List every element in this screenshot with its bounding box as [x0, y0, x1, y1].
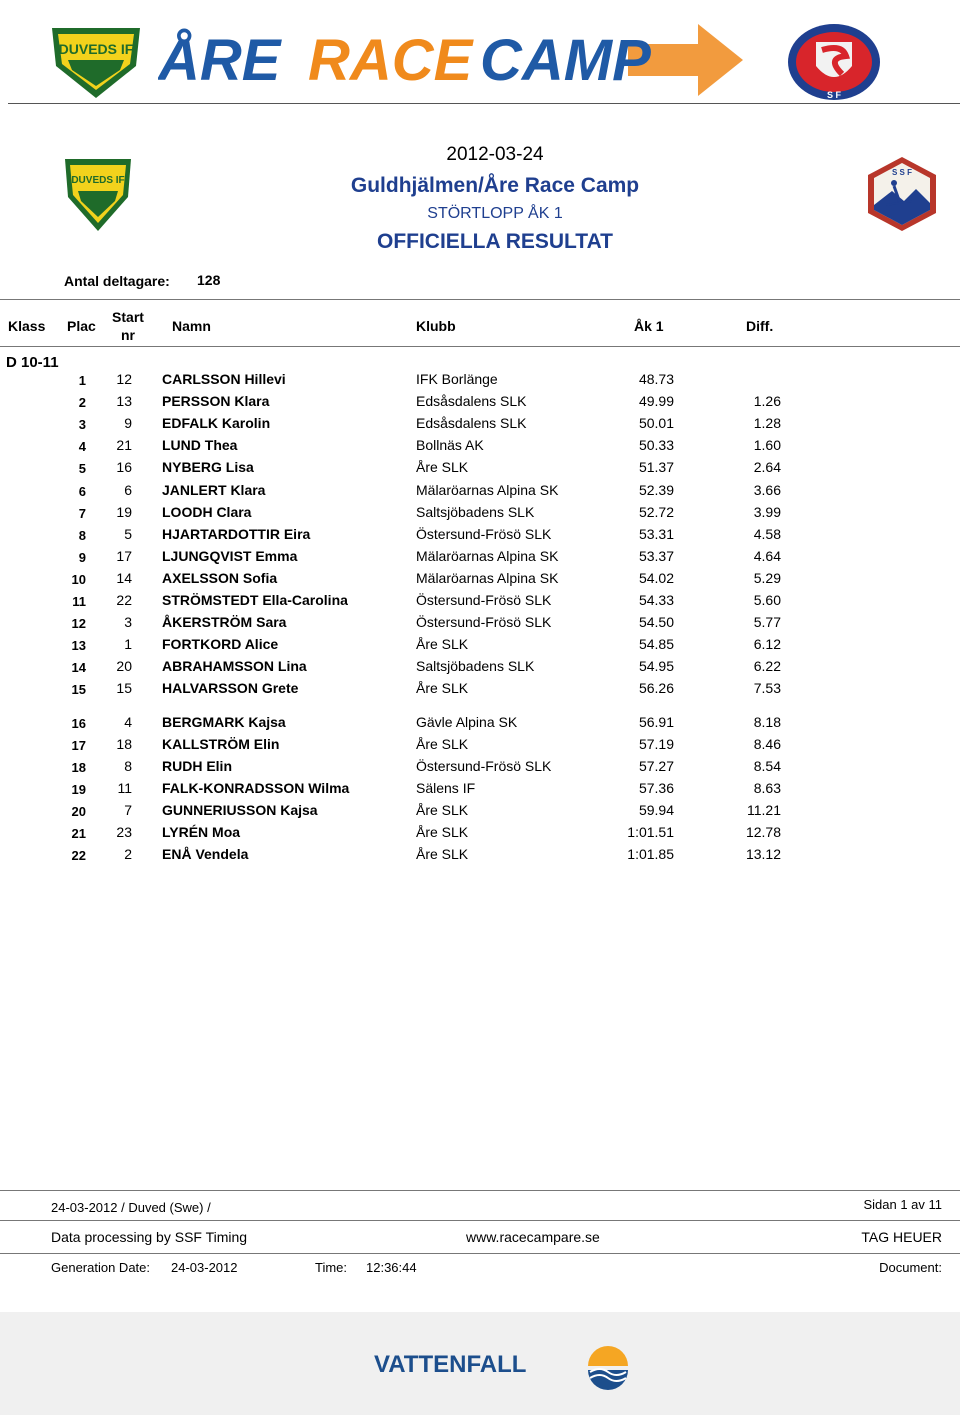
- table-row: [0, 482, 960, 504]
- ssf-logo: [864, 155, 940, 233]
- footer-website[interactable]: www.racecampare.se: [466, 1229, 600, 1245]
- run-time: 52.39: [638, 481, 674, 498]
- generation-date-label: Generation Date:: [51, 1260, 151, 1275]
- run-time: 50.01: [638, 415, 674, 432]
- time-diff: 3.99: [753, 503, 781, 520]
- footer-page: Sidan 1 av 11: [863, 1197, 942, 1212]
- table-row: [0, 714, 960, 736]
- run-time: 54.95: [638, 658, 674, 675]
- athlete-name: PERSSON Klara: [162, 393, 270, 410]
- start-number: 2: [124, 846, 132, 863]
- placement: 5: [78, 461, 86, 477]
- club-name: Åre SLK: [416, 735, 469, 752]
- athlete-name: LUND Thea: [162, 437, 238, 454]
- run-time: 1:01.51: [627, 824, 674, 840]
- club-name: Gävle Alpina SK: [416, 713, 518, 730]
- athlete-name: ABRAHAMSSON Lina: [162, 658, 307, 675]
- placement: 16: [71, 715, 86, 731]
- table-row: [0, 415, 960, 437]
- col-ak1: Åk 1: [634, 318, 664, 334]
- placement: 14: [71, 660, 86, 676]
- start-number: 5: [124, 525, 132, 542]
- club-name: Åre SLK: [416, 636, 469, 653]
- start-number: 1: [124, 636, 132, 653]
- svg-text:RACE: RACE: [308, 28, 473, 93]
- placement: 13: [71, 638, 86, 654]
- club-name: Åre SLK: [416, 680, 469, 697]
- col-start-line2: nr: [121, 327, 135, 343]
- svg-text:S S F: S S F: [891, 168, 913, 177]
- table-row: [0, 459, 960, 481]
- start-number: 12: [116, 371, 132, 387]
- placement: 6: [78, 483, 86, 499]
- placement: 17: [71, 737, 86, 753]
- start-number: 14: [116, 569, 132, 586]
- athlete-name: CARLSSON Hillevi: [162, 371, 286, 387]
- table-row: [0, 371, 960, 393]
- table-row: [0, 526, 960, 548]
- time-diff: 1.28: [753, 415, 781, 432]
- table-row: [0, 592, 960, 614]
- document-title: OFFICIELLA RESULTAT: [376, 230, 614, 253]
- athlete-name: JANLERT Klara: [162, 481, 266, 498]
- club-name: Edsåsdalens SLK: [416, 393, 527, 410]
- col-namn: Namn: [172, 318, 211, 334]
- svg-text:ÅRE: ÅRE: [158, 28, 281, 93]
- footer-location: 24-03-2012 / Duved (Swe) /: [51, 1200, 211, 1215]
- start-number: 4: [124, 713, 132, 730]
- placement: 8: [78, 527, 86, 543]
- athlete-name: LOODH Clara: [162, 503, 252, 520]
- start-number: 6: [124, 481, 132, 498]
- generation-time-label: Time:: [315, 1260, 348, 1275]
- time-diff: 2.64: [753, 459, 781, 476]
- time-diff: 8.54: [753, 757, 781, 774]
- time-diff: 5.77: [753, 614, 781, 631]
- club-name: Åre SLK: [416, 824, 469, 840]
- columns-divider: [0, 346, 960, 347]
- athlete-name: FORTKORD Alice: [162, 636, 279, 653]
- club-name: Åre SLK: [416, 459, 469, 476]
- start-number: 22: [116, 592, 132, 608]
- sponsor-banner: [0, 1312, 960, 1415]
- athlete-name: EDFALK Karolin: [162, 415, 271, 432]
- footer-divider-bottom: [0, 1253, 960, 1254]
- start-number: 17: [116, 547, 132, 564]
- run-time: 57.27: [638, 757, 674, 774]
- start-number: 16: [116, 459, 132, 476]
- start-number: 11: [117, 779, 132, 796]
- generation-time: 12:36:44: [366, 1260, 417, 1275]
- club-name: Saltsjöbadens SLK: [416, 658, 535, 675]
- start-number: 18: [116, 735, 132, 752]
- table-row: [0, 658, 960, 680]
- placement: 20: [71, 803, 86, 819]
- athlete-name: HALVARSSON Grete: [162, 680, 299, 697]
- club-name: IFK Borlänge: [416, 371, 498, 387]
- athlete-name: RUDH Elin: [162, 757, 232, 774]
- table-row: [0, 780, 960, 802]
- ski-federation-logo: [782, 22, 886, 102]
- participants-count: 128: [197, 272, 221, 288]
- run-time: 1:01.85: [627, 846, 674, 863]
- col-diff: Diff.: [746, 318, 774, 334]
- club-name: Mälaröarnas Alpina SK: [416, 547, 559, 564]
- club-name: Saltsjöbadens SLK: [416, 503, 535, 520]
- table-row: [0, 548, 960, 570]
- race-date: 2012-03-24: [446, 144, 544, 165]
- club-name: Östersund-Frösö SLK: [416, 525, 552, 542]
- table-row: [0, 802, 960, 824]
- banner-divider: [8, 103, 960, 104]
- col-klubb: Klubb: [416, 318, 456, 334]
- start-number: 8: [124, 757, 132, 774]
- club-name: Östersund-Frösö SLK: [416, 614, 552, 631]
- placement: 19: [71, 781, 86, 797]
- time-diff: 4.58: [753, 525, 781, 542]
- placement: 4: [78, 439, 86, 455]
- placement: 22: [71, 848, 86, 864]
- athlete-name: ENÅ Vendela: [162, 846, 249, 863]
- table-row: [0, 570, 960, 592]
- time-diff: 12.78: [745, 824, 781, 840]
- vattenfall-logo: [370, 1332, 640, 1396]
- athlete-name: HJARTARDOTTIR Eira: [162, 525, 311, 542]
- placement: 10: [71, 571, 86, 587]
- run-time: 50.33: [638, 437, 674, 454]
- svg-text:CAMP: CAMP: [480, 28, 651, 93]
- table-row: [0, 846, 960, 868]
- table-row: [0, 614, 960, 636]
- col-start-line1: Start: [112, 309, 144, 325]
- placement: 18: [71, 759, 86, 775]
- duveds-logo: [62, 153, 134, 233]
- time-diff: 5.29: [753, 569, 781, 586]
- start-number: 20: [116, 658, 132, 675]
- generation-date: 24-03-2012: [171, 1260, 238, 1275]
- club-name: Sälens IF: [416, 779, 476, 796]
- club-name: Mälaröarnas Alpina SK: [416, 569, 559, 586]
- athlete-name: BERGMARK Kajsa: [162, 713, 286, 730]
- svg-text:DUVEDS IF: DUVEDS IF: [71, 175, 125, 186]
- athlete-name: KALLSTRÖM Elin: [162, 735, 280, 752]
- run-time: 54.85: [638, 636, 674, 653]
- table-row: [0, 680, 960, 702]
- run-time: 51.37: [638, 459, 674, 476]
- event-title: Guldhjälmen/Åre Race Camp: [350, 174, 640, 197]
- run-time: 52.72: [638, 503, 674, 520]
- discipline-title: STÖRTLOPP ÅK 1: [427, 205, 563, 222]
- time-diff: 3.66: [753, 481, 781, 498]
- placement: 21: [71, 826, 86, 841]
- time-diff: 1.26: [753, 393, 781, 410]
- start-number: 3: [124, 614, 132, 631]
- club-name: Östersund-Frösö SLK: [416, 592, 552, 608]
- col-klass: Klass: [8, 318, 46, 334]
- run-time: 56.26: [638, 680, 674, 697]
- col-plac: Plac: [67, 318, 96, 334]
- athlete-name: LJUNGQVIST Emma: [162, 547, 298, 564]
- are-race-camp-logo: [158, 20, 748, 100]
- start-number: 15: [116, 680, 132, 697]
- time-diff: 11.21: [747, 801, 781, 818]
- start-number: 19: [116, 503, 132, 520]
- time-diff: 8.46: [753, 735, 781, 752]
- club-name: Mälaröarnas Alpina SK: [416, 481, 559, 498]
- run-time: 53.37: [638, 547, 674, 564]
- placement: 1: [78, 373, 86, 388]
- placement: 15: [71, 682, 86, 698]
- run-time: 54.33: [638, 592, 674, 608]
- table-row: [0, 736, 960, 758]
- placement: 2: [78, 395, 86, 411]
- run-time: 54.50: [638, 614, 674, 631]
- athlete-name: GUNNERIUSSON Kajsa: [162, 801, 318, 818]
- footer-timing: TAG HEUER: [861, 1229, 942, 1245]
- athlete-name: STRÖMSTEDT Ella-Carolina: [162, 592, 348, 608]
- table-row: [0, 824, 960, 846]
- participants-label: Antal deltagare:: [64, 273, 170, 289]
- header-divider: [0, 299, 960, 300]
- table-row: [0, 636, 960, 658]
- time-diff: 5.60: [753, 592, 781, 608]
- placement: 7: [78, 505, 86, 521]
- run-time: 59.94: [638, 801, 674, 818]
- table-row: [0, 758, 960, 780]
- table-row: [0, 393, 960, 415]
- time-diff: 6.22: [753, 658, 781, 675]
- start-number: 9: [124, 415, 132, 432]
- time-diff: 13.12: [745, 846, 781, 863]
- class-label: D 10-11: [6, 354, 59, 371]
- club-name: Edsåsdalens SLK: [416, 415, 527, 432]
- time-diff: 6.12: [753, 636, 781, 653]
- document-label: Document:: [879, 1260, 942, 1275]
- time-diff: 4.64: [753, 547, 781, 564]
- athlete-name: ÅKERSTRÖM Sara: [162, 614, 287, 631]
- svg-text:S F: S F: [826, 90, 842, 100]
- run-time: 48.73: [638, 371, 674, 387]
- table-row: [0, 437, 960, 459]
- svg-text:VATTENFALL: VATTENFALL: [374, 1351, 527, 1378]
- start-number: 13: [116, 393, 132, 410]
- club-name: Åre SLK: [416, 846, 469, 863]
- time-diff: 8.63: [753, 779, 781, 796]
- time-diff: 1.60: [753, 437, 781, 454]
- table-row: [0, 504, 960, 526]
- start-number: 7: [124, 801, 132, 818]
- club-name: Åre SLK: [416, 801, 469, 818]
- run-time: 57.19: [638, 735, 674, 752]
- start-number: 21: [116, 437, 132, 454]
- run-time: 57.36: [638, 779, 674, 796]
- club-name: Östersund-Frösö SLK: [416, 757, 552, 774]
- run-time: 49.99: [638, 393, 674, 410]
- footer-divider-mid: [0, 1220, 960, 1221]
- placement: 3: [78, 417, 86, 433]
- svg-text:DUVEDS IF: DUVEDS IF: [58, 41, 134, 57]
- placement: 11: [72, 594, 86, 609]
- club-name: Bollnäs AK: [416, 437, 484, 454]
- col-start: [100, 308, 156, 344]
- athlete-name: AXELSSON Sofia: [162, 569, 278, 586]
- footer-divider-top: [0, 1190, 960, 1191]
- run-time: 56.91: [638, 713, 674, 730]
- athlete-name: FALK-KONRADSSON Wilma: [162, 779, 350, 796]
- start-number: 23: [116, 824, 132, 840]
- run-time: 53.31: [638, 525, 674, 542]
- athlete-name: NYBERG Lisa: [162, 459, 254, 476]
- run-time: 54.02: [638, 569, 674, 586]
- placement: 12: [71, 616, 86, 632]
- time-diff: 8.18: [753, 713, 781, 730]
- athlete-name: LYRÉN Moa: [162, 824, 241, 840]
- footer-processing: Data processing by SSF Timing: [51, 1229, 248, 1245]
- time-diff: 7.53: [753, 680, 781, 697]
- duveds-logo-top: [48, 20, 144, 100]
- placement: 9: [78, 549, 86, 565]
